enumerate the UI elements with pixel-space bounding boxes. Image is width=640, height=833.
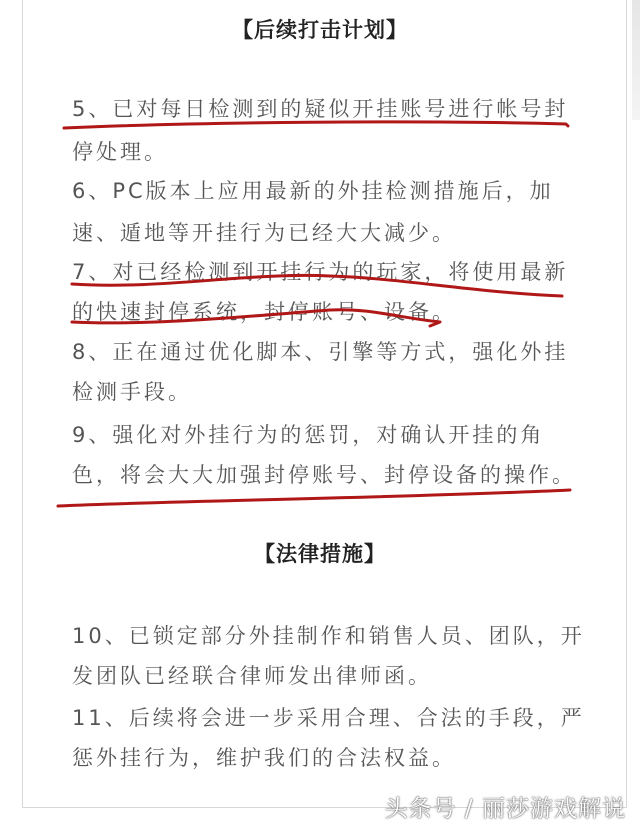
item-9-line-2: 色，将会大大加强封停账号、封停设备的操作。	[72, 463, 576, 487]
item-7-line-1: 7、对已经检测到开挂行为的玩家，将使用最新	[72, 260, 569, 284]
item-5-line-2: 停处理。	[72, 140, 168, 164]
item-5-line-1: 5、已对每日检测到的疑似开挂账号进行帐号封	[72, 97, 569, 121]
section-heading-followup: 【后续打击计划】	[232, 18, 408, 42]
item-11-line-2: 惩外挂行为，维护我们的合法权益。	[72, 746, 456, 770]
item-11-line-1: 11、后续将会进一步采用合理、合法的手段，严	[72, 706, 585, 730]
item-6-line-2: 速、遁地等开挂行为已经大大减少。	[72, 221, 456, 245]
item-6-line-1: 6、PC版本上应用最新的外挂检测措施后，加	[72, 179, 554, 203]
item-8-line-2: 检测手段。	[72, 380, 192, 404]
item-10-line-2: 发团队已经联合律师发出律师函。	[72, 664, 432, 688]
item-7-line-2: 的快速封停系统，封停账号、设备。	[72, 300, 456, 324]
section-heading-legal: 【法律措施】	[254, 542, 386, 566]
watermark-text: 头条号 / 丽莎游戏解说	[384, 796, 626, 822]
item-8-line-1: 8、正在通过优化脚本、引擎等方式，强化外挂	[72, 340, 569, 364]
item-10-line-1: 10、已锁定部分外挂制作和销售人员、团队，开	[72, 624, 585, 648]
item-9-line-1: 9、强化对外挂行为的惩罚，对确认开挂的角	[72, 423, 545, 447]
